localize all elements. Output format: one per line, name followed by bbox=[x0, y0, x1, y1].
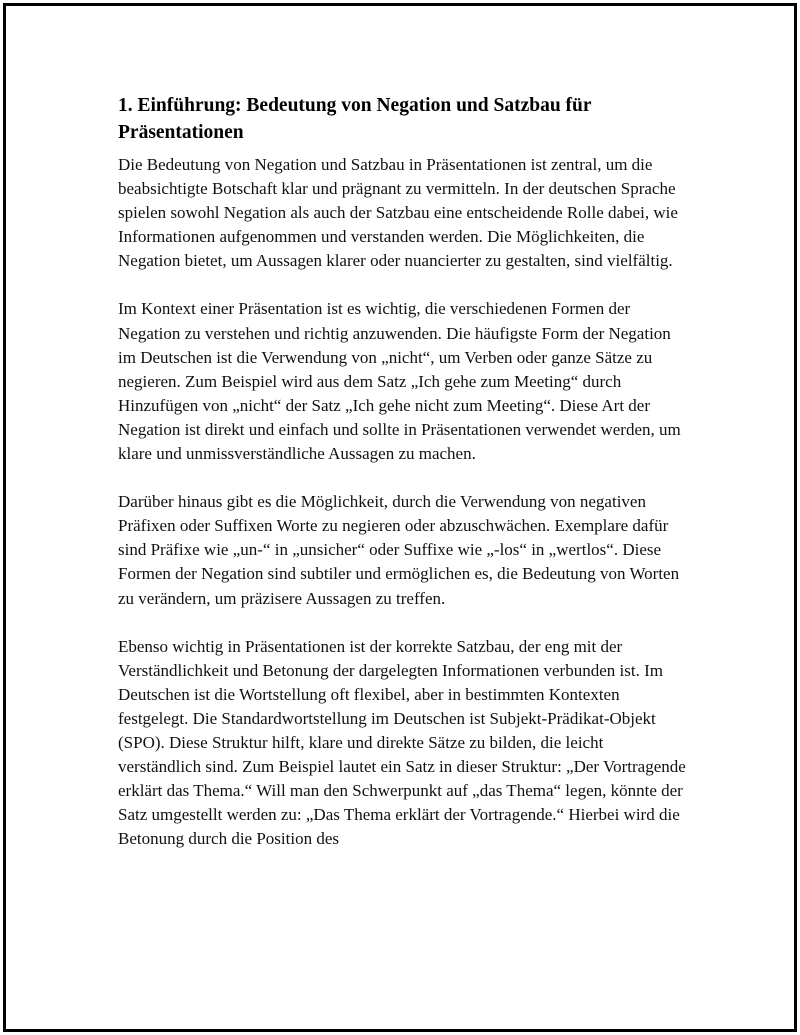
paragraph-negation-nicht: Im Kontext einer Präsentation ist es wichtig, die verschiedenen Formen der Negation zu verstehen und richtig anzuwenden. Die häufigste Form der Negation im Deutschen ist die Verwendung von „nicht“, um Verben oder ganze Sätze zu negieren. Zum Beispiel wird aus dem Satz „Ich gehe zum Meeting“ durch Hinzufügen von „nicht“ der Satz „Ich gehe nicht zum Meeting“. Diese Art der Negation ist direkt und einfach und sollte in Präsentationen verwendet werden, um klare und unmissverständliche Aussagen zu machen. bbox=[118, 299, 681, 464]
paragraph-satzbau: Ebenso wichtig in Präsentationen ist der korrekte Satzbau, der eng mit der Verständlichkeit und Betonung der dargelegten Informationen verbunden ist. Im Deutschen ist die Wortstellung oft flexibel, aber in bestimmten Kontexten festgelegt. Die Standardwortstellung im Deutschen ist Subjekt-Prädikat-Objekt (SPO). Diese Struktur hilft, klare und direkte Sätze zu bilden, die leicht verständlich sind. Zum Beispiel lautet ein Satz in dieser Struktur: „Der Vortragende erklärt das Thema.“ Will man den Schwerpunkt auf „das Thema“ legen, könnte der Satz umgestellt werden zu: „Das Thema erklärt der Vortragende.“ Hierbei wird die Betonung durch die Position des bbox=[118, 636, 686, 849]
section-heading: 1. Einführung: Bedeutung von Negation und Satzbau für Präsentationen bbox=[118, 95, 592, 143]
document-body bbox=[118, 92, 690, 875]
paragraph-intro: Die Bedeutung von Negation und Satzbau in Präsentationen ist zentral, um die beabsichtigte Botschaft klar und prägnant zu vermitteln. In der deutschen Sprache spielen sowohl Negation als auch der Satzbau eine entscheidende Rolle dabei, wie Informationen aufgenommen und verstanden werden. Die Möglichkeiten, die Negation bietet, um Aussagen klarer oder nuancierter zu gestalten, sind vielfältig. bbox=[118, 155, 678, 271]
paragraph-negation-affixes: Darüber hinaus gibt es die Möglichkeit, durch die Verwendung von negativen Präfixen oder Suffixen Worte zu negieren oder abzuschwächen. Exemplare dafür sind Präfixe wie „un-“ in „unsicher“ oder Suffixe wie „-los“ in „wertlos“. Diese Formen der Negation sind subtiler und ermöglichen es, die Bedeutung von Worten zu verändern, um präzisere Aussagen zu treffen. bbox=[118, 492, 680, 608]
